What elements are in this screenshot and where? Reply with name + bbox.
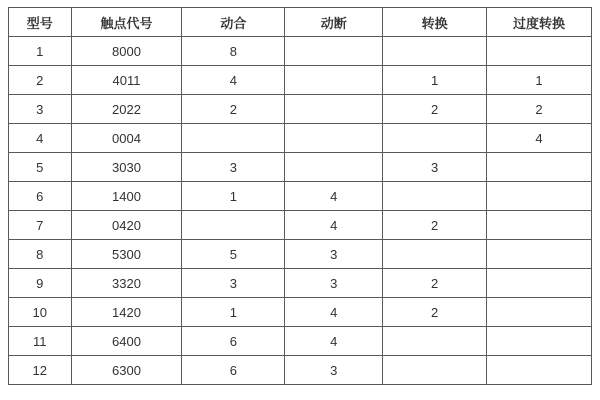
table-cell	[487, 327, 592, 356]
table-cell: 2022	[71, 95, 182, 124]
table-cell	[182, 124, 285, 153]
table-cell: 4	[285, 182, 383, 211]
column-header: 转换	[383, 8, 487, 37]
table-cell	[487, 182, 592, 211]
column-header: 过度转换	[487, 8, 592, 37]
table-cell	[487, 298, 592, 327]
table-cell	[383, 182, 487, 211]
table-cell: 1	[9, 37, 72, 66]
table-cell: 3	[285, 240, 383, 269]
table-cell: 1420	[71, 298, 182, 327]
table-cell: 6300	[71, 356, 182, 385]
table-cell	[487, 37, 592, 66]
contact-spec-table	[8, 7, 592, 385]
table-cell: 3	[182, 269, 285, 298]
table-cell	[487, 211, 592, 240]
table-cell: 2	[182, 95, 285, 124]
table-cell	[383, 240, 487, 269]
header-row	[9, 8, 592, 37]
table-cell: 2	[383, 211, 487, 240]
table-cell: 0004	[71, 124, 182, 153]
table-cell: 2	[383, 298, 487, 327]
table-row	[9, 298, 592, 327]
table-cell: 3030	[71, 153, 182, 182]
table-cell: 1	[487, 66, 592, 95]
table-cell: 3	[285, 269, 383, 298]
table-body	[9, 37, 592, 385]
table-cell	[182, 211, 285, 240]
table-cell: 3320	[71, 269, 182, 298]
table-cell: 2	[487, 95, 592, 124]
table-row	[9, 153, 592, 182]
table-cell: 4011	[71, 66, 182, 95]
table-head	[9, 8, 592, 37]
table-cell	[383, 124, 487, 153]
table-cell: 4	[9, 124, 72, 153]
table-row	[9, 182, 592, 211]
table-cell: 3	[285, 356, 383, 385]
table-cell: 4	[182, 66, 285, 95]
table-cell: 12	[9, 356, 72, 385]
table-cell	[487, 240, 592, 269]
table-row	[9, 269, 592, 298]
table-cell: 6	[182, 327, 285, 356]
table-cell: 4	[285, 211, 383, 240]
table-cell	[487, 356, 592, 385]
table-cell: 1	[383, 66, 487, 95]
table-cell	[383, 356, 487, 385]
table-cell	[383, 37, 487, 66]
table-cell: 8	[9, 240, 72, 269]
table-cell: 1	[182, 182, 285, 211]
column-header: 型号	[9, 8, 72, 37]
table-row	[9, 356, 592, 385]
table-row	[9, 66, 592, 95]
table-row	[9, 327, 592, 356]
table-cell: 2	[383, 95, 487, 124]
table-row	[9, 37, 592, 66]
table-cell	[383, 327, 487, 356]
table-cell: 3	[383, 153, 487, 182]
table-cell: 6400	[71, 327, 182, 356]
table-cell	[285, 37, 383, 66]
table-cell: 4	[285, 327, 383, 356]
table-row	[9, 95, 592, 124]
table-cell: 9	[9, 269, 72, 298]
table-cell	[487, 153, 592, 182]
table-cell: 2	[383, 269, 487, 298]
table-cell: 10	[9, 298, 72, 327]
table-cell: 1	[182, 298, 285, 327]
table-cell: 8	[182, 37, 285, 66]
table-cell: 1400	[71, 182, 182, 211]
table-cell: 11	[9, 327, 72, 356]
table-cell: 6	[182, 356, 285, 385]
table-cell: 3	[182, 153, 285, 182]
table-cell: 6	[9, 182, 72, 211]
table-cell: 3	[9, 95, 72, 124]
column-header: 动断	[285, 8, 383, 37]
table-row	[9, 124, 592, 153]
table-cell: 5	[9, 153, 72, 182]
table-cell	[487, 269, 592, 298]
table-cell: 4	[487, 124, 592, 153]
table-row	[9, 211, 592, 240]
table-cell: 4	[285, 298, 383, 327]
table-cell: 5	[182, 240, 285, 269]
table-cell: 2	[9, 66, 72, 95]
column-header: 动合	[182, 8, 285, 37]
table-cell	[285, 95, 383, 124]
table-cell	[285, 66, 383, 95]
table-cell: 7	[9, 211, 72, 240]
table-cell: 5300	[71, 240, 182, 269]
column-header: 触点代号	[71, 8, 182, 37]
table-cell	[285, 153, 383, 182]
table-row	[9, 240, 592, 269]
table-cell: 8000	[71, 37, 182, 66]
table-cell	[285, 124, 383, 153]
table-cell: 0420	[71, 211, 182, 240]
